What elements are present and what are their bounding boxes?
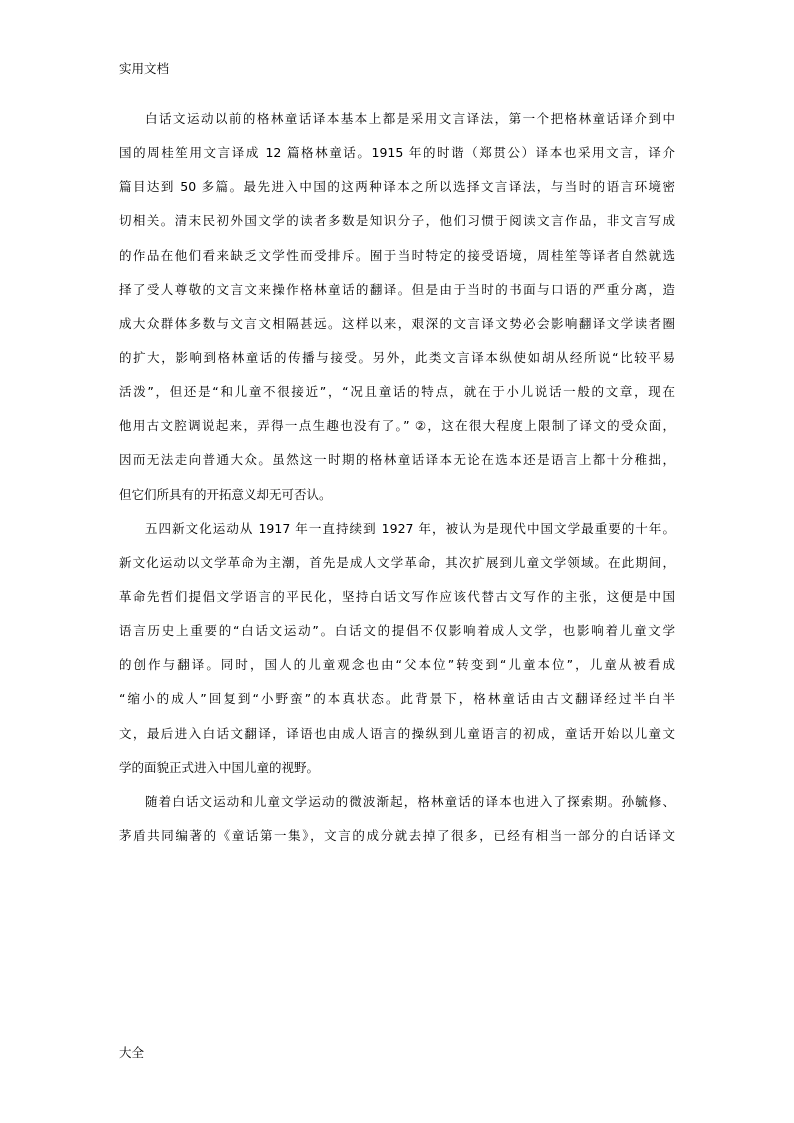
text-line: 语言历史上重要的“白话文运动”。白话文的提倡不仅影响着成人文学，也影响着儿童文学 [119, 623, 675, 639]
text-line: 学的面貌正式进入中国儿童的视野。 [119, 759, 320, 775]
paragraph-3 [119, 791, 675, 859]
document-body [119, 108, 675, 859]
text-line: 新文化运动以文学革命为主潮，首先是成人文学革命，其次扩展到儿童文学领域。在此期间， [119, 554, 675, 570]
text-line: 五四新文化运动从 1917 年一直持续到 1927 年，被认为是现代中国文学最重要的十年。 [145, 520, 675, 536]
text-line: 革命先哲们提倡文学语言的平民化，坚持白话文写作应该代替古文写作的主张，这便是中国 [119, 588, 675, 604]
page-header: 实用文档 [119, 61, 170, 76]
text-line: 切相关。清末民初外国文学的读者多数是知识分子，他们习惯于阅读文言作品，非文言写成 [119, 213, 675, 229]
text-line: 茅盾共同编著的《童话第一集》，文言的成分就去掉了很多，已经有相当一部分的白话译文 [119, 827, 675, 843]
text-line: 文，最后进入白话文翻译，译语也由成人语言的操纵到儿童语言的初成，童话开始以儿童文 [119, 725, 675, 741]
text-line: 篇目达到 50 多篇。最先进入中国的这两种译本之所以选择文言译法，与当时的语言环境密 [119, 179, 675, 195]
text-line: “缩小的成人”回复到“小野蛮”的本真状态。此背景下，格林童话由古文翻译经过半白半 [119, 691, 675, 707]
text-line: 但它们所具有的开拓意义却无可否认。 [119, 486, 332, 502]
text-line: 因而无法走向普通大众。虽然这一时期的格林童话译本无论在选本还是语言上都十分稚拙， [119, 452, 675, 468]
paragraph-2 [119, 518, 675, 791]
text-line: 活泼”，但还是“和儿童不很接近”，“况且童话的特点，就在于小儿说话一般的文章，现在 [119, 384, 675, 400]
text-line: 的创作与翻译。同时，国人的儿童观念也由“父本位”转变到“儿童本位”，儿童从被看成 [119, 657, 675, 673]
text-line: 成大众群体多数与文言文相隔甚远。这样以来，艰深的文言译文势必会影响翻译文学读者圈 [119, 315, 675, 331]
text-line: 的作品在他们看来缺乏文学性而受排斥。囿于当时特定的接受语境，周桂笙等译者自然就选 [119, 247, 675, 263]
paragraph-1 [119, 108, 675, 518]
text-line: 白话文运动以前的格林童话译本基本上都是采用文言译法，第一个把格林童话译介到中 [145, 111, 675, 126]
text-line: 随着白话文运动和儿童文学运动的微波渐起，格林童话的译本也进入了探索期。孙毓修、 [145, 793, 675, 809]
page-footer: 大全 [119, 1045, 145, 1060]
text-line: 他用古文腔调说起来，弄得一点生趣也没有了。” ②，这在很大程度上限制了译文的受众面， [119, 418, 675, 434]
text-line: 择了受人尊敬的文言文来操作格林童话的翻译。但是由于当时的书面与口语的严重分离，造 [119, 281, 675, 297]
text-line: 国的周桂笙用文言译成 12 篇格林童话。1915 年的时谐（郑贯公）译本也采用文言，译介 [119, 145, 675, 161]
text-line: 的扩大，影响到格林童话的传播与接受。另外，此类文言译本纵使如胡从经所说“比较平易 [119, 349, 675, 365]
